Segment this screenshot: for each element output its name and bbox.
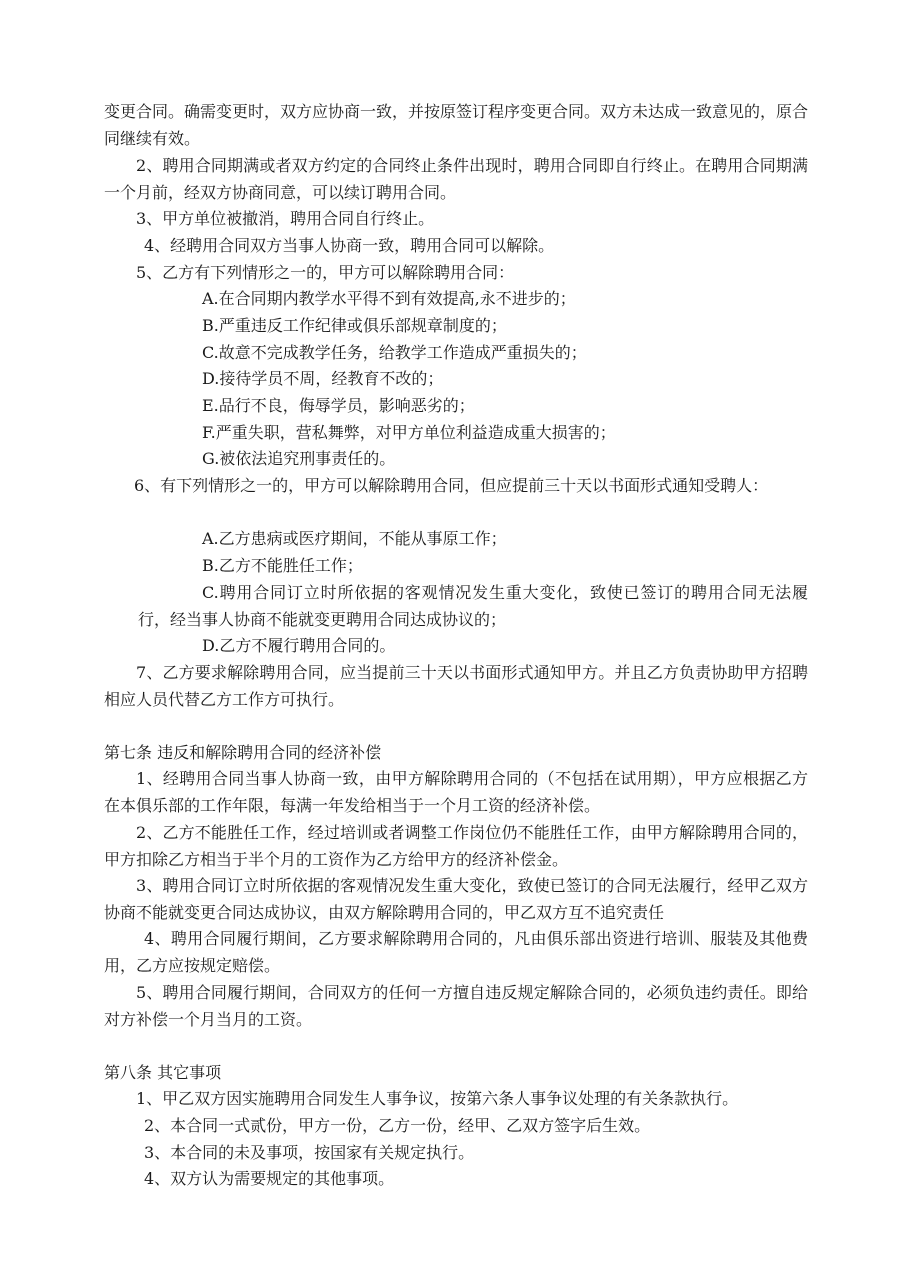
- article8-item-4: 4、双方认为需要规定的其他事项。: [144, 1169, 395, 1188]
- clause-item-3: 3、甲方单位被撤消，聘用合同自行终止。: [136, 209, 435, 228]
- clause-item-2: 2、聘用合同期满或者双方约定的合同终止条件出现时，聘用合同即自行终止。在聘用合同期满一个月前，经双方协商同意，可以续订聘用合同。: [104, 156, 808, 202]
- article8-heading: 第八条 其它事项: [104, 1063, 222, 1082]
- item5-sub-a: A.在合同期内教学水平得不到有效提高,永不进步的；: [202, 289, 576, 308]
- article7-item-2: 2、乙方不能胜任工作，经过培训或者调整工作岗位仍不能胜任工作，由甲方解除聘用合同的，甲方扣除乙方相当于半个月的工资作为乙方给甲方的经济补偿金。: [104, 823, 808, 869]
- article8-item-3: 3、本合同的未及事项，按国家有关规定执行。: [144, 1143, 475, 1162]
- opening-paragraph: 变更合同。确需变更时，双方应协商一致，并按原签订程序变更合同。双方未达成一致意见的，原合同继续有效。: [104, 102, 809, 148]
- item5-sub-e: E.品行不良，侮辱学员，影响恶劣的；: [202, 396, 475, 415]
- article7-item-5: 5、聘用合同履行期间，合同双方的任何一方擅自违反规定解除合同的，必须负违约责任。即给对方补偿一个月当月的工资。: [104, 983, 808, 1029]
- item6-sub-c: C.聘用合同订立时所依据的客观情况发生重大变化，致使已签订的聘用合同无法履行，经当事人协商不能就变更聘用合同达成协议的；: [138, 583, 808, 629]
- item5-sub-d: D.接待学员不周，经教育不改的；: [202, 369, 444, 388]
- item6-sub-b: B.乙方不能胜任工作；: [202, 556, 363, 575]
- item5-sub-g: G.被依法追究刑事责任的。: [202, 449, 396, 468]
- article7-item-1: 1、经聘用合同当事人协商一致，由甲方解除聘用合同的（不包括在试用期），甲方应根据乙方在本俱乐部的工作年限，每满一年发给相当于一个月工资的经济补偿。: [104, 769, 808, 815]
- clause-item-5: 5、乙方有下列情形之一的，甲方可以解除聘用合同：: [136, 263, 515, 282]
- item5-sub-c: C.故意不完成教学任务，给教学工作造成严重损失的；: [202, 343, 587, 362]
- article8-item-2: 2、本合同一式贰份，甲方一份，乙方一份，经甲、乙双方签字后生效。: [144, 1116, 651, 1135]
- article7-item-3: 3、聘用合同订立时所依据的客观情况发生重大变化，致使已签订的合同无法履行，经甲乙双方协商不能就变更合同达成协议，由双方解除聘用合同的，甲乙双方互不追究责任: [104, 876, 808, 922]
- clause-item-4: 4、经聘用合同双方当事人协商一致，聘用合同可以解除。: [144, 236, 555, 255]
- article7-heading: 第七条 违反和解除聘用合同的经济补偿: [104, 743, 382, 762]
- item6-sub-a: A.乙方患病或医疗期间，不能从事原工作；: [202, 529, 507, 548]
- item6-sub-d: D.乙方不履行聘用合同的。: [202, 636, 396, 655]
- item5-sub-f: F.严重失职，营私舞弊，对甲方单位利益造成重大损害的；: [202, 423, 616, 442]
- clause-item-7: 7、乙方要求解除聘用合同，应当提前三十天以书面形式通知甲方。并且乙方负责协助甲方招聘相应人员代替乙方工作方可执行。: [104, 663, 808, 709]
- article8-item-1: 1、甲乙双方因实施聘用合同发生人事争议，按第六条人事争议处理的有关条款执行。: [136, 1089, 739, 1108]
- article7-item-4: 4、聘用合同履行期间，乙方要求解除聘用合同的，凡由俱乐部出资进行培训、服装及其他费用，乙方应按规定赔偿。: [104, 929, 808, 975]
- item5-sub-b: B.严重违反工作纪律或俱乐部规章制度的；: [202, 316, 507, 335]
- clause-item-6: 6、有下列情形之一的，甲方可以解除聘用合同，但应提前三十天以书面形式通知受聘人：: [134, 476, 769, 495]
